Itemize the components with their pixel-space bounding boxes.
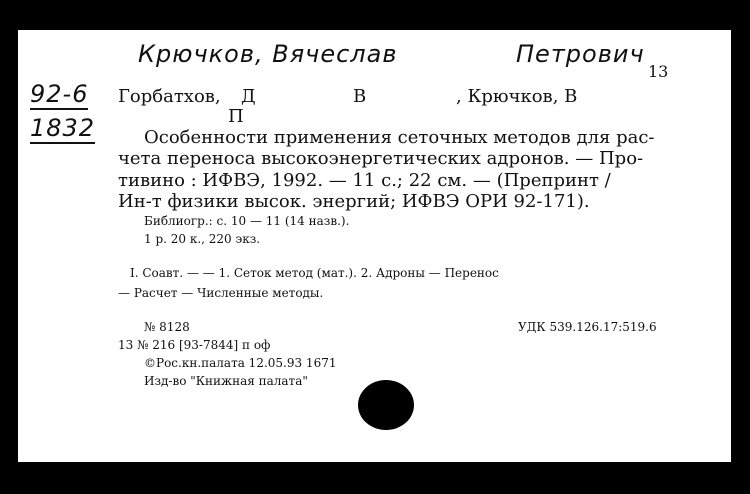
author-1-initial-1: Д xyxy=(241,86,256,107)
call-number-bottom: 1832 xyxy=(30,114,96,142)
bibliography-note: Библиогр.: с. 10 — 11 (14 назв.). xyxy=(144,214,350,228)
handwritten-author-name: Крючков, Вячеслав xyxy=(138,40,398,68)
author-1-initial-3: П xyxy=(228,106,244,127)
record-number: № 8128 xyxy=(144,320,190,334)
description-line-1: Особенности применения сеточных методов для рас- xyxy=(144,127,655,148)
price-circulation: 1 р. 20 к., 220 экз. xyxy=(144,232,261,246)
publisher-line: Изд-во "Книжная палата" xyxy=(144,374,308,388)
catalog-card xyxy=(18,30,731,462)
udc-code: УДК 539.126.17:519.6 xyxy=(518,320,657,334)
call-number-top: 92-6 xyxy=(30,80,89,108)
card-number: 13 xyxy=(648,62,669,81)
author-1-initial-2: В xyxy=(353,86,367,107)
subject-headings-line-2: — Расчет — Численные методы. xyxy=(118,286,324,300)
registry-line: 13 № 216 [93-7844] п оф xyxy=(118,338,271,352)
description-line-4: Ин-т физики высок. энергий; ИФВЭ ОРИ 92-171). xyxy=(118,191,590,212)
handwritten-patronymic: Петрович xyxy=(516,40,645,68)
publisher-chamber-line: ©Рос.кн.палата 12.05.93 1671 xyxy=(144,356,337,370)
author-1: Горбатхов, xyxy=(118,86,221,107)
description-line-2: чета переноса высокоэнергетических адронов. — Про- xyxy=(118,148,644,169)
author-2: , Крючков, В xyxy=(456,86,578,107)
subject-headings-line-1: I. Соавт. — — 1. Сеток метод (мат.). 2. Адроны — Перенос xyxy=(130,266,499,280)
ink-stain xyxy=(358,380,414,430)
description-line-3: тивино : ИФВЭ, 1992. — 11 с.; 22 см. — (Препринт / xyxy=(118,170,611,191)
